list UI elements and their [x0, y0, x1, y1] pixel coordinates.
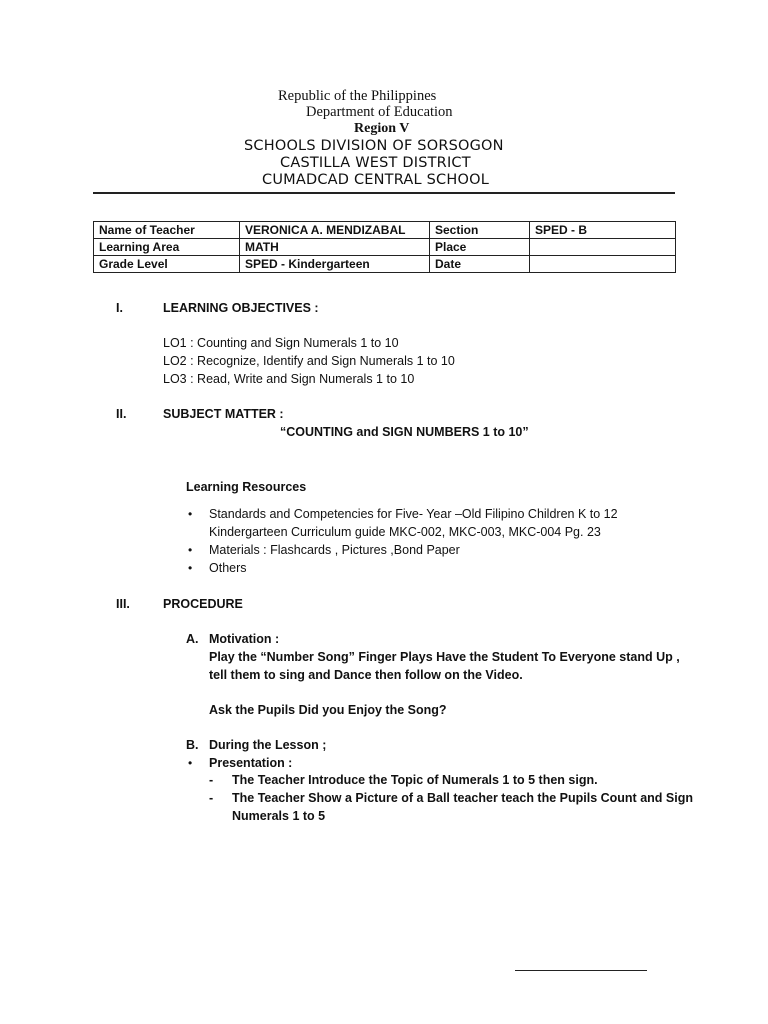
section2-number: II. [116, 407, 127, 421]
section2-title: SUBJECT MATTER : [163, 407, 284, 421]
resource-1-line2: Kindergarteen Curriculum guide MKC-002, MKC-003, MKC-004 Pg. 23 [209, 525, 601, 539]
bullet-icon: • [188, 756, 193, 770]
table-cell: Section [430, 222, 530, 239]
table-cell [530, 239, 676, 256]
lo3-text: LO3 : Read, Write and Sign Numerals 1 to 10 [163, 372, 415, 386]
republic-line: Republic of the Philippines [278, 88, 437, 104]
dash-icon: - [209, 791, 214, 805]
table-cell: VERONICA A. MENDIZABAL [240, 222, 430, 239]
resources-title: Learning Resources [186, 480, 307, 494]
table-cell: Name of Teacher [94, 222, 240, 239]
table-cell: Place [430, 239, 530, 256]
table-cell: Date [430, 256, 530, 273]
section1-number: I. [116, 301, 123, 315]
motivation-title: Motivation : [209, 632, 280, 646]
resource-1-line1: Standards and Competencies for Five- Year –Old Filipino Children K to 12 [209, 507, 618, 521]
info-table [93, 221, 676, 273]
table-row [94, 256, 676, 273]
resource-2-text: Materials : Flashcards , Pictures ,Bond Paper [209, 543, 460, 557]
motivation-text-2: tell them to sing and Dance then follow on the Video. [209, 668, 523, 682]
resource-3-text: Others [209, 561, 247, 575]
header-rule [93, 192, 675, 194]
signature-line [515, 970, 647, 971]
lo2-text: LO2 : Recognize, Identify and Sign Numerals 1 to 10 [163, 354, 455, 368]
department-line: Department of Education [306, 104, 453, 120]
table-row [94, 222, 676, 239]
bullet-icon: • [188, 561, 193, 575]
section1-title: LEARNING OBJECTIVES : [163, 301, 319, 315]
during-lesson-label: B. [186, 738, 199, 752]
school-line: CUMADCAD CENTRAL SCHOOL [262, 172, 489, 188]
during-lesson-title: During the Lesson ; [209, 738, 327, 752]
region-line: Region V [354, 121, 410, 136]
lo1-text: LO1 : Counting and Sign Numerals 1 to 10 [163, 336, 399, 350]
presentation-item-2-line1: The Teacher Show a Picture of a Ball teacher teach the Pupils Count and Sign [232, 791, 693, 805]
table-cell: Grade Level [94, 256, 240, 273]
bullet-icon: • [188, 543, 193, 557]
district-line: CASTILLA WEST DISTRICT [280, 155, 471, 171]
motivation-text-1: Play the “Number Song” Finger Plays Have the Student To Everyone stand Up , [209, 650, 680, 664]
table-cell: MATH [240, 239, 430, 256]
table-cell: SPED - Kindergarteen [240, 256, 430, 273]
presentation-title: Presentation : [209, 756, 293, 770]
presentation-item-2-line2: Numerals 1 to 5 [232, 809, 326, 823]
dash-icon: - [209, 773, 214, 787]
bullet-icon: • [188, 507, 193, 521]
presentation-item-1: The Teacher Introduce the Topic of Numerals 1 to 5 then sign. [232, 773, 598, 787]
table-cell [530, 256, 676, 273]
section3-title: PROCEDURE [163, 597, 243, 611]
section3-number: III. [116, 597, 130, 611]
division-line: SCHOOLS DIVISION OF SORSOGON [244, 138, 504, 154]
table-cell: Learning Area [94, 239, 240, 256]
motivation-label: A. [186, 632, 199, 646]
subject-topic: “COUNTING and SIGN NUMBERS 1 to 10” [280, 425, 529, 439]
motivation-question: Ask the Pupils Did you Enjoy the Song? [209, 703, 447, 717]
table-row [94, 239, 676, 256]
table-cell: SPED - B [530, 222, 676, 239]
